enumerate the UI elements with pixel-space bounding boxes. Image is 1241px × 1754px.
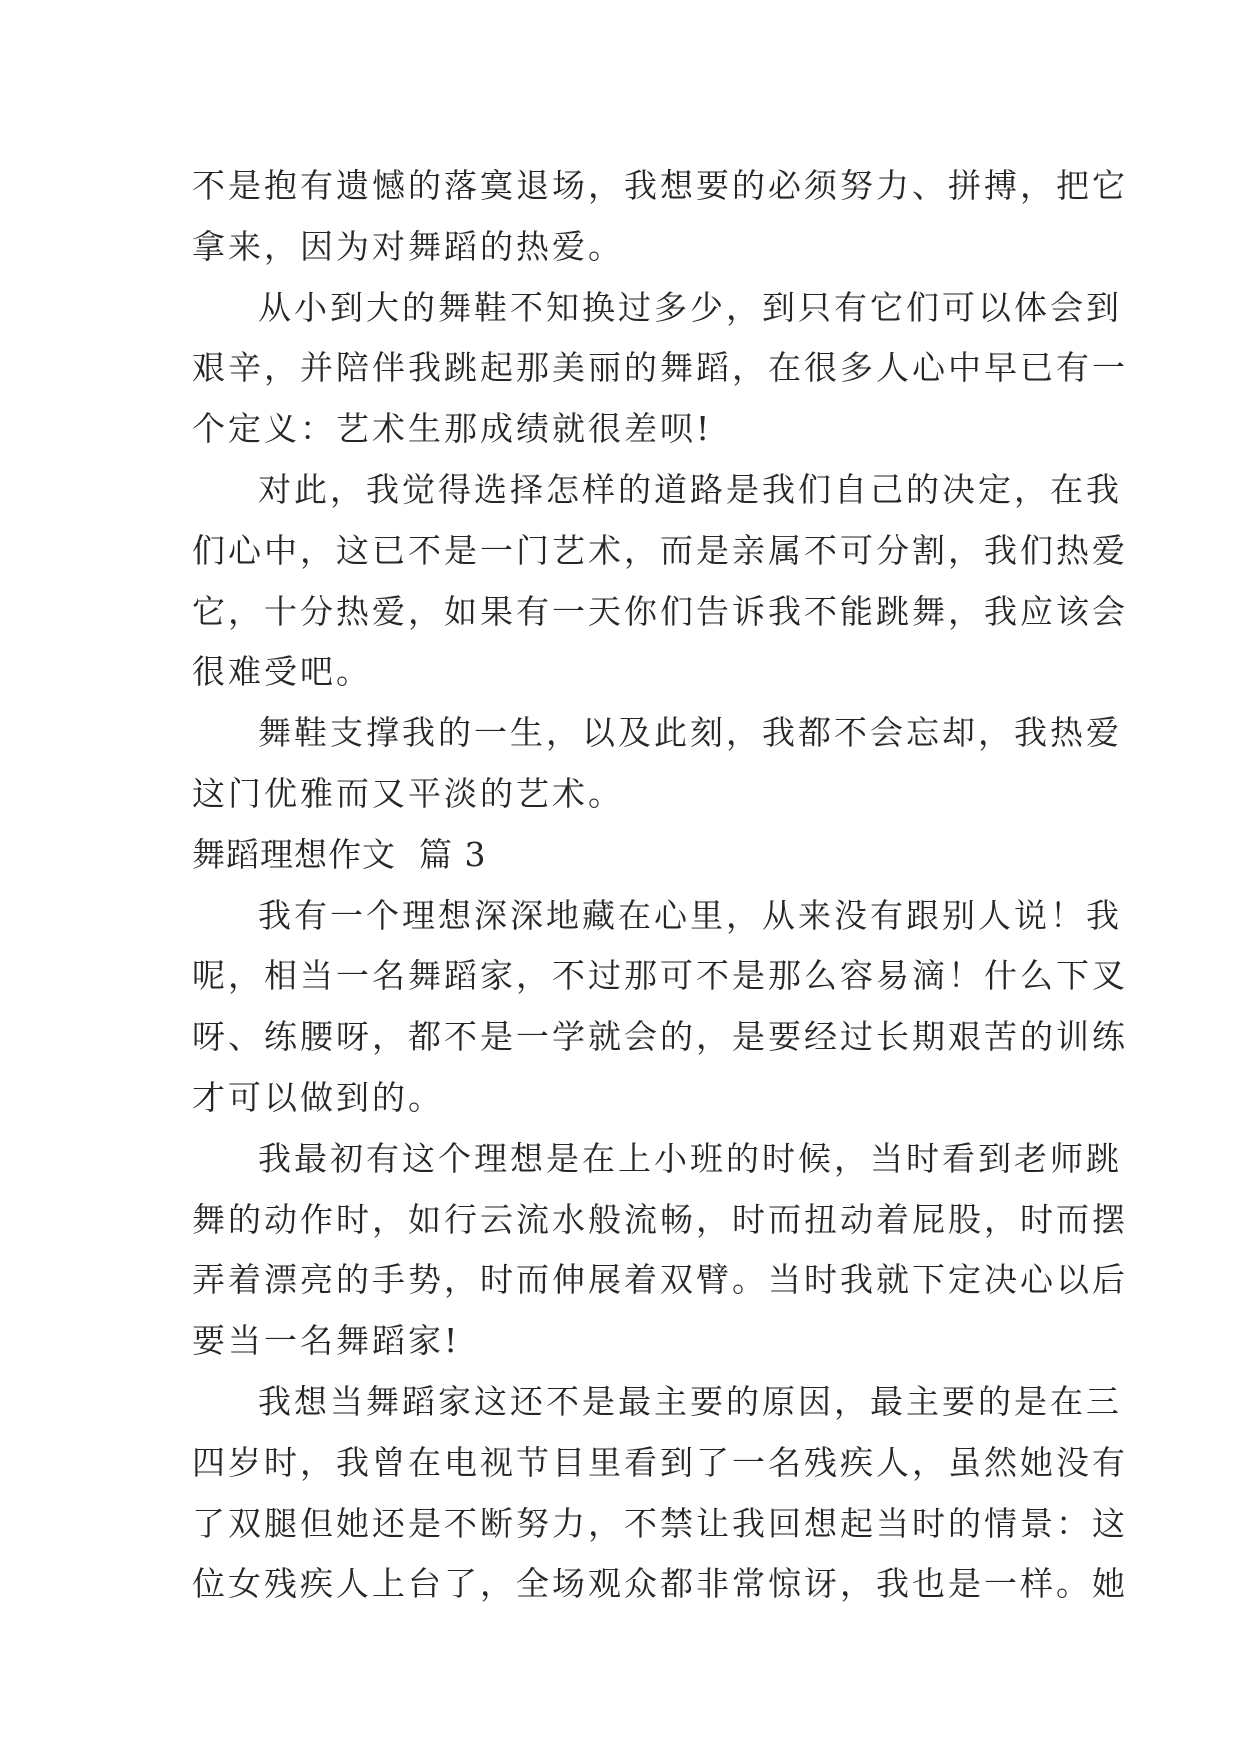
text-line: 呢，相当一名舞蹈家，不过那可不是那么容易滴！什么下叉 <box>192 956 1128 996</box>
text-line: 要当一名舞蹈家! <box>192 1321 461 1361</box>
text-line: 四岁时，我曾在电视节目里看到了一名残疾人，虽然她没有 <box>192 1442 1128 1482</box>
text-line: 很难受吧。 <box>192 652 372 692</box>
text-line: 艰辛，并陪伴我跳起那美丽的舞蹈，在很多人心中早已有一 <box>192 348 1128 388</box>
text-line: 呀、练腰呀，都不是一学就会的，是要经过长期艰苦的训练 <box>192 1017 1128 1057</box>
document-body <box>192 156 1128 1615</box>
text-line: 位女残疾人上台了，全场观众都非常惊讶，我也是一样。她 <box>192 1564 1128 1604</box>
paragraph <box>192 460 1128 703</box>
paragraph <box>192 703 1122 825</box>
text-line: 我有一个理想深深地藏在心里，从来没有跟别人说！我 <box>258 895 1122 935</box>
text-line: 这门优雅而又平淡的艺术。 <box>192 773 624 813</box>
paragraph <box>192 156 1128 278</box>
text-line: 舞鞋支撑我的一生，以及此刻，我都不会忘却，我热爱 <box>258 713 1122 753</box>
text-line: 舞的动作时，如行云流水般流畅，时而扭动着屁股，时而摆 <box>192 1199 1128 1239</box>
text-line: 从小到大的舞鞋不知换过多少，到只有它们可以体会到 <box>258 287 1122 327</box>
text-line: 我想当舞蹈家这还不是最主要的原因，最主要的是在三 <box>258 1381 1122 1421</box>
text-line: 个定义：艺术生那成绩就很差呗! <box>192 409 713 449</box>
text-line: 弄着漂亮的手势，时而伸展着双臂。当时我就下定决心以后 <box>192 1260 1128 1300</box>
section-heading <box>192 825 1062 886</box>
paragraph <box>192 278 1128 460</box>
text-line: 才可以做到的。 <box>192 1077 444 1117</box>
text-line: 对此，我觉得选择怎样的道路是我们自己的决定，在我 <box>258 469 1122 509</box>
text-line: 不是抱有遗憾的落寞退场，我想要的必须努力、拼搏，把它 <box>192 166 1128 205</box>
text-line: 了双腿但她还是不断努力，不禁让我回想起当时的情景：这 <box>192 1503 1128 1543</box>
paragraph <box>192 1372 1128 1615</box>
text-line: 们心中，这已不是一门艺术，而是亲属不可分割，我们热爱 <box>192 530 1128 570</box>
paragraph <box>192 886 1128 1129</box>
text-line: 我最初有这个理想是在上小班的时候，当时看到老师跳 <box>258 1138 1122 1178</box>
section-heading-text: 舞蹈理想作文 篇 3 <box>192 834 487 874</box>
text-line: 它，十分热爱，如果有一天你们告诉我不能跳舞，我应该会 <box>192 591 1128 631</box>
text-line: 拿来，因为对舞蹈的热爱。 <box>192 226 624 266</box>
paragraph <box>192 1129 1128 1372</box>
